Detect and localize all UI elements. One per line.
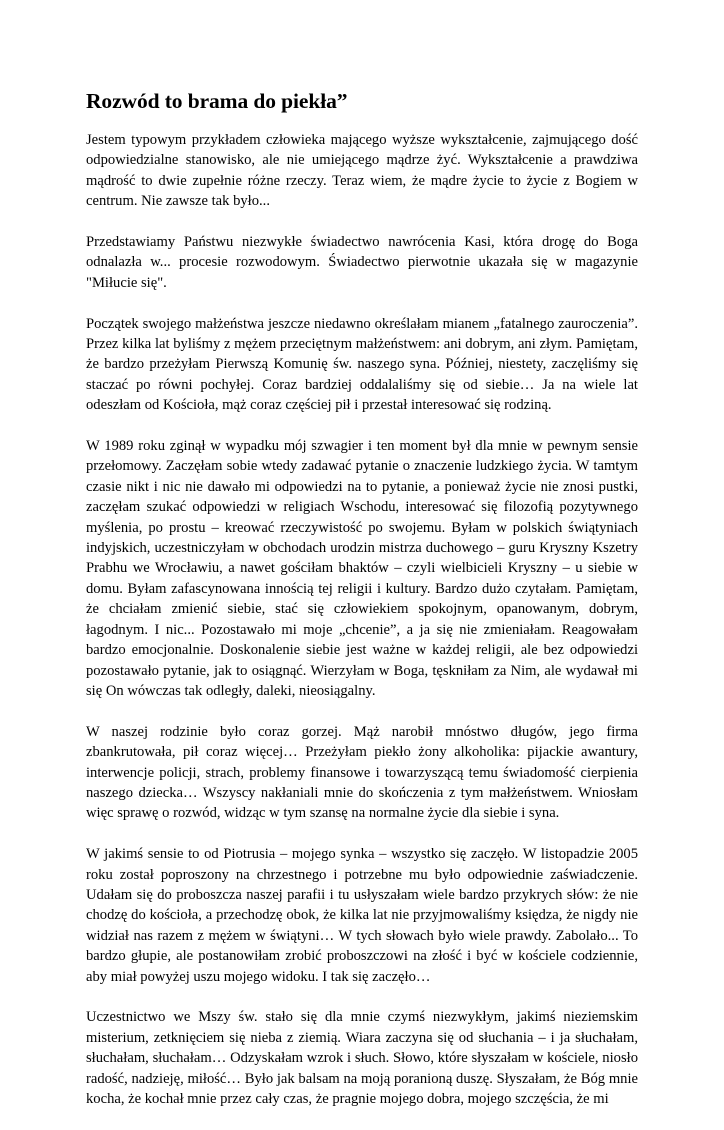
- document-page: [86, 88, 638, 1130]
- paragraph-intro: Jestem typowym przykładem człowieka mającego wyższe wykształcenie, zajmującego dość odpowiedzialne stanowisko, ale nie umiejącego mądrze żyć. Wykształcenie a prawdziwa mądrość to dwie zupełnie różne rzeczy. Teraz wiem, że mądre życie to życie z Bogiem w centrum. Nie zawsze tak było...: [86, 132, 638, 210]
- document-title: Rozwód to brama do piekła”: [86, 89, 348, 113]
- paragraph-lead: Przedstawiamy Państwu niezwykłe świadectwo nawrócenia Kasi, która drogę do Boga odnalazła w... procesie rozwodowym. Świadectwo pierwotnie ukazała się w magazynie "Miłucie się".: [86, 234, 638, 291]
- paragraph-parish-visit: W jakimś sensie to od Piotrusia – mojego synka – wszystko się zaczęło. W listopadzie 2005 roku został poproszony na chrzestnego i potrzebne mu było odpowiednie zaświadczenie. Udałam się do proboszcza naszej parafii i tu usłyszałam wiele bardzo przykrych słów: że nie chodzę do kościoła, a przechodzę obok, że kilka lat nie przyjmowaliśmy księdza, że nigdy nie widział nas razem z mężem w świątyni… W tych słowach było wiele prawdy. Zabolało... To bardzo głupie, ale postanowiłam zrobić proboszczowi na złość i być w kościele codziennie, aby miał powyżej uszu mojego widoku. I tak się zaczęło…: [86, 846, 638, 985]
- paragraph-family-crisis: W naszej rodzinie było coraz gorzej. Mąż narobił mnóstwo długów, jego firma zbankrutowała, pił coraz więcej… Przeżyłam piekło żony alkoholika: pijackie awantury, interwencje policji, strach, problemy finansowe i towarzyszącą temu świadomość cierpienia naszego dziecka… Wszyscy nakłaniali mnie do skończenia z tym małżeństwem. Wniosłam więc sprawę o rozwód, widząc w tym szansę na normalne życie dla siebie i syna.: [86, 723, 638, 822]
- paragraph-eastern-religions: W 1989 roku zginął w wypadku mój szwagier i ten moment był dla mnie w pewnym sensie przełomowy. Zaczęłam sobie wtedy zadawać pytanie o znaczenie ludzkiego życia. W tamtym czasie nikt i nic nie dawało mi odpowiedzi na to pytanie, a ponieważ życie nie znosi pustki, zaczęłam szukać odpowiedzi w religiach Wschodu, interesować się filozofią pozytywnego myślenia, po prostu – kreować rzeczywistość po swojemu. Byłam w polskich świątyniach indyjskich, uczestniczyłam w obchodach urodzin mistrza duchowego – guru Kryszny Kszetry Prabhu we Wrocławiu, a nawet gościłam bhaktów – czyli wielbicieli Kryszny – u siebie w domu. Byłam zafascynowana innością tej religii i kultury. Bardzo dużo czytałam. Pamiętam, że chciałam zmienić siebie, stać się człowiekiem spokojnym, opanowanym, dobrym, łagodnym. I nic... Pozostawało mi moje „chcenie”, a ja się nie zmieniałam. Reagowałam bardzo emocjonalnie. Doskonalenie siebie jest ważne w każdej religii, ale bez odpowiedzi pozostawało pytanie, jak to osiągnąć. Wierzyłam w Boga, tęskniłam za Nim, ale wydawał mi się On wówczas tak odległy, daleki, nieosiągalny.: [86, 438, 638, 699]
- paragraph-holy-mass: Uczestnictwo we Mszy św. stało się dla mnie czymś niezwykłym, jakimś nieziemskim misterium, zetknięciem się nieba z ziemią. Wiara zaczyna się od słuchania – i ja słuchałam, słuchałam, słuchałam… Odzyskałam wzrok i słuch. Słowo, które słyszałam w kościele, niosło radość, nadzieję, miłość… Było jak balsam na moją poranioną duszę. Słyszałam, że Bóg mnie kocha, że kochał mnie przez cały czas, że pragnie mojego dobra, mojego szczęścia, że mi: [86, 1009, 638, 1107]
- paragraph-marriage-beginning: Początek swojego małżeństwa jeszcze niedawno określałam mianem „fatalnego zauroczenia”. Przez kilka lat byliśmy z mężem przeciętnym małżeństwem: ani dobrym, ani złym. Pamiętam, że bardzo przeżyłam Pierwszą Komunię św. naszego syna. Później, niestety, zaczęliśmy się staczać po równi pochyłej. Coraz bardziej oddalaliśmy się od siebie… Ja na wiele lat odeszłam od Kościoła, mąż coraz częściej pił i przestał interesować się rodziną.: [86, 315, 638, 414]
